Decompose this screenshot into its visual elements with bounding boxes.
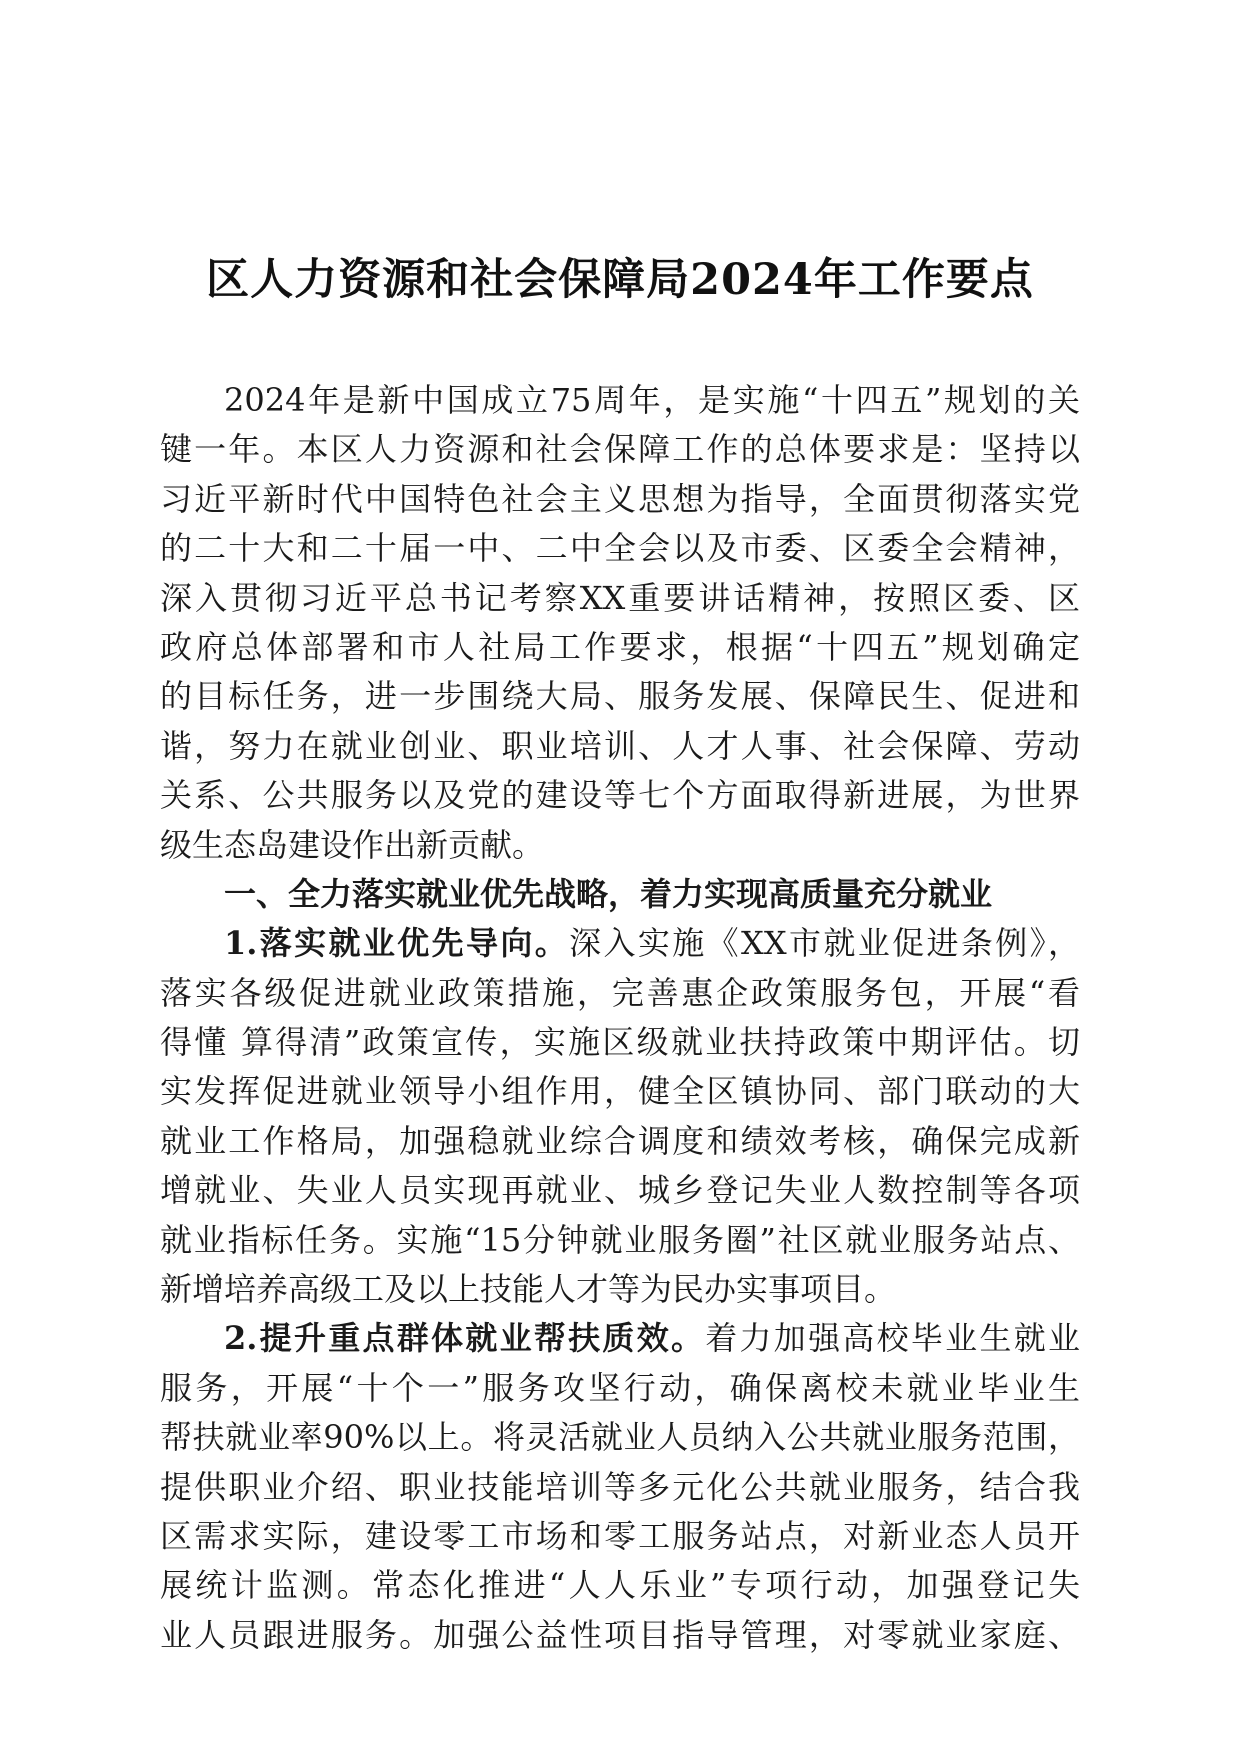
paragraph-line: 级生态岛建设作出新贡献。 [160, 825, 545, 864]
page-title: 区人力资源和社会保障局2024年工作要点 [206, 255, 1034, 305]
paragraph-line: 实发挥促进就业领导小组作用，健全区镇协同、部门联动的大 [160, 1072, 1080, 1111]
paragraph-line: 新增培养高级工及以上技能人才等为民办实事项目。 [160, 1270, 897, 1309]
paragraph-line: 区需求实际，建设零工市场和零工服务站点，对新业态人员开 [160, 1516, 1080, 1555]
paragraph-line: 就业指标任务。实施“15分钟就业服务圈”社区就业服务站点、 [160, 1220, 1080, 1259]
item-2-title: 2.提升重点群体就业帮扶质效。 [224, 1319, 706, 1358]
document-body [160, 376, 1080, 1660]
section-heading: 一、全力落实就业优先战略，着力实现高质量充分就业 [224, 874, 993, 913]
paragraph-line: 业人员跟进服务。加强公益性项目指导管理，对零就业家庭、 [160, 1615, 1080, 1654]
paragraph-line: 提供职业介绍、职业技能培训等多元化公共就业服务，结合我 [160, 1467, 1080, 1506]
item-1-first-line [160, 919, 1080, 968]
paragraph-line: 落实各级促进就业政策措施，完善惠企政策服务包，开展“看 [160, 973, 1080, 1012]
paragraph-line: 得懂 算得清”政策宣传，实施区级就业扶持政策中期评估。切 [160, 1023, 1080, 1062]
paragraph-line: 谐，努力在就业创业、职业培训、人才人事、社会保障、劳动 [160, 726, 1080, 765]
paragraph-line: 展统计监测。常态化推进“人人乐业”专项行动，加强登记失 [160, 1566, 1080, 1605]
paragraph-line: 增就业、失业人员实现再就业、城乡登记失业人数控制等各项 [160, 1171, 1080, 1210]
paragraph-line: 键一年。本区人力资源和社会保障工作的总体要求是：坚持以 [160, 430, 1080, 469]
paragraph-line: 深入贯彻习近平总书记考察XX重要讲话精神，按照区委、区 [160, 578, 1080, 617]
paragraph-line: 的二十大和二十届一中、二中全会以及市委、区委全会精神， [160, 529, 1080, 568]
paragraph-line: 习近平新时代中国特色社会主义思想为指导，全面贯彻落实党 [160, 479, 1080, 518]
paragraph-line: 2024年是新中国成立75周年，是实施“十四五”规划的关 [224, 381, 1080, 419]
paragraph-line: 就业工作格局，加强稳就业综合调度和绩效考核，确保完成新 [160, 1121, 1080, 1160]
paragraph-line: 政府总体部署和市人社局工作要求，根据“十四五”规划确定 [160, 627, 1080, 666]
paragraph-line: 帮扶就业率90%以上。将灵活就业人员纳入公共就业服务范围， [160, 1418, 1080, 1457]
item-1-title: 1.落实就业优先导向。 [224, 924, 570, 963]
item-1-text: 深入实施《XX市就业促进条例》， [569, 924, 1080, 963]
item-2-first-line [160, 1314, 1080, 1363]
paragraph-line: 服务，开展“十个一”服务攻坚行动，确保离校未就业毕业生 [160, 1368, 1080, 1407]
paragraph-line: 关系、公共服务以及党的建设等七个方面取得新进展，为世界 [160, 776, 1080, 815]
item-2-text: 着力加强高校毕业生就业 [705, 1319, 1080, 1358]
paragraph-line: 的目标任务，进一步围绕大局、服务发展、保障民生、促进和 [160, 677, 1080, 716]
